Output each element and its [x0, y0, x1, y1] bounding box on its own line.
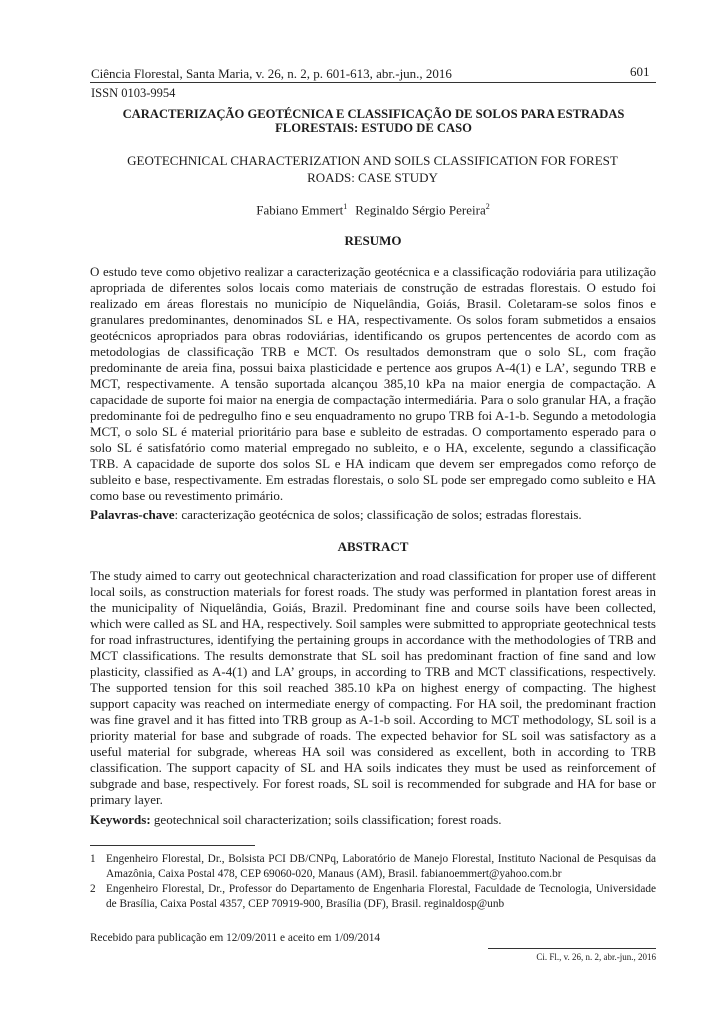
footer-citation: Ci. Fl., v. 26, n. 2, abr.-jun., 2016 [536, 952, 656, 962]
resumo-heading: RESUMO [344, 233, 402, 248]
title-portuguese: CARACTERIZAÇÃO GEOTÉCNICA E CLASSIFICAÇÃO DE SOLOS PARA ESTRADAS FLORESTAIS: ESTUDO DE CASO [122, 107, 625, 135]
keywords-text: geotechnical soil characterization; soils classification; forest roads. [150, 812, 502, 827]
keywords-text: : caracterização geotécnica de solos; classificação de solos; estradas florestais. [174, 507, 582, 522]
footnote-rule [90, 845, 255, 846]
footnote-number: 2 [90, 883, 96, 895]
issn: ISSN 0103-9954 [91, 86, 176, 100]
author-name: Reginaldo Sérgio Pereira [355, 202, 486, 218]
page-number: 601 [630, 64, 650, 79]
footer-rule [488, 948, 656, 949]
keywords-line [90, 812, 656, 828]
title-english: GEOTECHNICAL CHARACTERIZATION AND SOILS CLASSIFICATION FOR FOREST ROADS: CASE STUDY [127, 153, 618, 185]
footnote-text: Engenheiro Florestal, Dr., Professor do Departamento de Engenharia Florestal, Faculdade de Tecnologia, Universidade de Brasília, Caixa Postal 4357, CEP 70919-900, Brasília (DF), Brasil. reginaldosp@unb [106, 883, 656, 910]
journal-header: Ciência Florestal, Santa Maria, v. 26, n. 2, p. 601-613, abr.-jun., 2016 [91, 66, 452, 81]
resumo-body: O estudo teve como objetivo realizar a caracterização geotécnica e a classificação rodoviária para utilização apropriada de diferentes solos locais como materiais de construção de estradas florestais. O estudo foi realizado em áreas florestais no município de Niquelândia, Goiás, Brasil. Coletaram-se solos finos e granulares predominantes, denominados SL e HA, respectivamente. Os solos foram submetidos a ensaios geotécnicos apropriados para obras rodoviárias, identificando os grupos pertencentes de acordo com as metodologias de classificação TRB e MCT. Os resultados demonstram que o solo SL, com fração predominante de areia fina, possui baixa plasticidade e pertence aos grupos A-4(1) e LA’, segundo TRB e MCT, respectivamente. A tensão suportada alcançou 385,10 kPa na maior energia de compactação. A capacidade de suporte foi maior na energia de compactação intermediária. Para o solo granular HA, a fração predominante foi de pedregulho fino e seu enquadramento no grupo TRB foi A-1-b. Segundo a metodologia MCT, o solo SL é material prioritário para base e subleito de estradas. O comportamento esperado para o solo SL é satisfatório como material empregado no subleito, e o HA, excelente, segundo a classificação TRB. A capacidade de suporte dos solos SL e HA indicam que devem ser empregados como reforço de subleito e base, respectivamente. Em estradas florestais, o solo SL pode ser empregado como subleito e HA como base ou revestimento primário. [90, 264, 656, 503]
footnote-number: 1 [90, 853, 96, 865]
authors-line [90, 202, 656, 218]
abstract-heading: ABSTRACT [337, 539, 409, 554]
footnote-text: Engenheiro Florestal, Dr., Bolsista PCI DB/CNPq, Laboratório de Manejo Florestal, Instituto Nacional de Pesquisas da Amazônia, Caixa Postal 478, CEP 69060-020, Manaus (AM), Brasil. fabianoemmert@yahoo.com.br [106, 853, 656, 880]
footnote [90, 882, 656, 912]
author-footnote-mark: 1 [343, 202, 348, 211]
author-name: Fabiano Emmert [256, 202, 344, 218]
palavras-chave-line [90, 507, 656, 523]
keywords-label: Palavras-chave [90, 507, 175, 522]
abstract-body: The study aimed to carry out geotechnical characterization and road classification for proper use of different local soils, as construction materials for forest roads. The study was performed in plantation forest areas in the municipality of Niquelândia, Goiás, Brazil. Predominant fine and course soils have been collected, which were called as SL and HA, respectively. Soil samples were submitted to appropriate geotechnical tests for road infrastructures, identifying the pertaining groups in accordance with the methodologies of TRB and MCT classifications. The results demonstrate that SL soil has predominant fraction of fine sand and low plasticity, classified as A-4(1) and LA’ groups, in according to TRB and MCT classifications, respectively. The supported tension for this soil reached 385.10 kPa on highest energy of compacting. The highest support capacity was reached on intermediate energy of compacting. For HA soil, the predominant fraction was fine gravel and it has fitted into TRB group as A-1-b soil. According to MCT methodology, SL soil is a priority material for base and subgrade of roads. The expected behavior for SL soil was satisfactory as a useful material for subgrade, whereas HA soil was considered as excellent, both in according to TRB classification. The support capacity of SL and HA soils indicates they must be used as reinforcement of subgrade and base, respectively. For forest roads, SL soil is recommended for subgrade and HA for base or primary layer. [90, 568, 656, 807]
header-rule [90, 82, 656, 83]
keywords-label: Keywords: [90, 812, 151, 827]
footnote [90, 852, 656, 882]
received-date: Recebido para publicação em 12/09/2011 e aceito em 1/09/2014 [90, 932, 381, 944]
author-footnote-mark: 2 [485, 202, 490, 211]
